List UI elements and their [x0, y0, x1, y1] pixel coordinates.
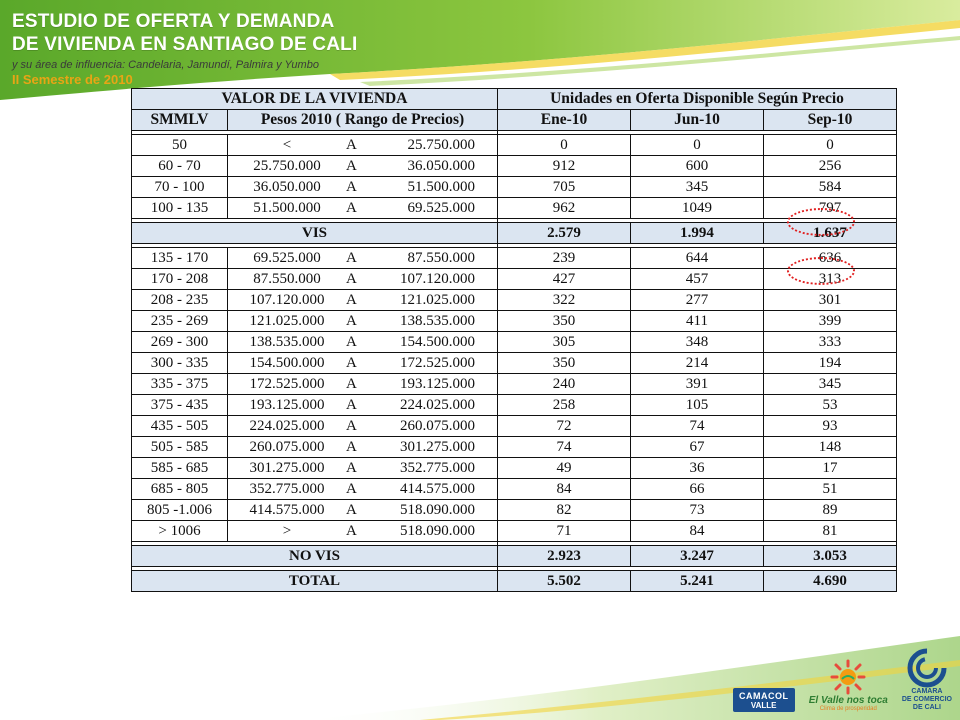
price-to: 518.090.000	[400, 501, 475, 518]
price-range	[228, 332, 497, 352]
price-range	[228, 437, 497, 457]
price-to: 518.090.000	[400, 522, 475, 539]
footer-logos	[733, 648, 952, 712]
highlight-circle-797	[787, 208, 855, 236]
vis-total-row-label: VIS	[132, 223, 498, 244]
subtitle: y su área de influencia: Candelaria, Jamundí, Palmira y Yumbo	[12, 59, 319, 71]
smmlv-cell: 805 -1.006	[132, 500, 228, 521]
price-to: 51.500.000	[407, 178, 475, 195]
price-a: A	[346, 178, 357, 195]
sep-cell: 301	[764, 290, 897, 311]
jun-cell: 67	[631, 437, 764, 458]
price-range-cell	[228, 374, 498, 395]
jun-cell: 36	[631, 458, 764, 479]
ene-cell: 350	[498, 311, 631, 332]
smmlv-cell: 100 - 135	[132, 198, 228, 219]
table-row	[132, 156, 897, 177]
price-range	[228, 416, 497, 436]
price-range	[228, 500, 497, 520]
sep-cell: 0	[764, 135, 897, 156]
price-from: 107.120.000	[249, 291, 325, 308]
table-row	[132, 135, 897, 156]
price-range	[228, 269, 497, 289]
smmlv-cell: 235 - 269	[132, 311, 228, 332]
ccc-line-1: CAMARA	[911, 688, 943, 695]
smmlv-cell: 135 - 170	[132, 248, 228, 269]
grand-total-row	[132, 571, 897, 592]
smmlv-cell: 170 - 208	[132, 269, 228, 290]
jun-cell: 66	[631, 479, 764, 500]
ene-cell: 0	[498, 135, 631, 156]
grand-total-row-sep: 4.690	[764, 571, 897, 592]
price-range-cell	[228, 311, 498, 332]
price-to: 260.075.000	[400, 417, 475, 434]
price-a: A	[346, 354, 357, 371]
jun-cell: 411	[631, 311, 764, 332]
price-range-cell	[228, 248, 498, 269]
price-range-cell	[228, 198, 498, 219]
sep-cell: 93	[764, 416, 897, 437]
table-row	[132, 353, 897, 374]
price-range	[228, 156, 497, 176]
sep-cell: 797	[764, 198, 897, 219]
price-from: 25.750.000	[253, 157, 321, 174]
price-a: A	[346, 522, 357, 539]
title-line-2: DE VIVIENDA EN SANTIAGO DE CALI	[12, 34, 358, 55]
price-range-cell	[228, 156, 498, 177]
price-range-cell	[228, 177, 498, 198]
price-range-cell	[228, 479, 498, 500]
camacol-name: CAMACOL	[738, 690, 789, 701]
sep-cell: 194	[764, 353, 897, 374]
ccc-line-2: DE COMERCIO	[901, 696, 952, 703]
table-row	[132, 177, 897, 198]
price-range	[228, 248, 497, 268]
price-from: 301.275.000	[249, 459, 325, 476]
price-range	[228, 521, 497, 541]
price-from: 224.025.000	[249, 417, 325, 434]
ene-cell: 705	[498, 177, 631, 198]
smmlv-cell: 300 - 335	[132, 353, 228, 374]
price-to: 154.500.000	[400, 333, 475, 350]
jun-cell: 73	[631, 500, 764, 521]
jun-cell: 600	[631, 156, 764, 177]
ccc-logo	[902, 648, 952, 712]
novis-total-row-label: NO VIS	[132, 546, 498, 567]
jun-cell: 84	[631, 521, 764, 542]
price-range-cell	[228, 521, 498, 542]
jun-cell: 1049	[631, 198, 764, 219]
header-jun: Jun-10	[631, 110, 764, 131]
price-a: A	[346, 136, 357, 153]
novis-total-row-jun: 3.247	[631, 546, 764, 567]
price-from: 154.500.000	[249, 354, 325, 371]
price-range	[228, 177, 497, 197]
jun-cell: 0	[631, 135, 764, 156]
jun-cell: 345	[631, 177, 764, 198]
table-row	[132, 374, 897, 395]
ene-cell: 240	[498, 374, 631, 395]
price-from: 172.525.000	[249, 375, 325, 392]
vis-total-row-ene: 2.579	[498, 223, 631, 244]
table-row	[132, 500, 897, 521]
price-range-cell	[228, 269, 498, 290]
ene-cell: 305	[498, 332, 631, 353]
price-from: >	[282, 522, 292, 539]
sep-cell: 399	[764, 311, 897, 332]
price-range	[228, 479, 497, 499]
ene-cell: 962	[498, 198, 631, 219]
ene-cell: 71	[498, 521, 631, 542]
header-row-2	[132, 110, 897, 131]
price-to: 172.525.000	[400, 354, 475, 371]
price-to: 352.775.000	[400, 459, 475, 476]
price-range-cell	[228, 353, 498, 374]
ene-cell: 49	[498, 458, 631, 479]
smmlv-cell: > 1006	[132, 521, 228, 542]
camacol-logo	[733, 688, 795, 712]
price-range-cell	[228, 395, 498, 416]
price-a: A	[346, 157, 357, 174]
ccc-emblem-icon	[907, 648, 947, 688]
valle-name: El Valle nos toca	[808, 695, 888, 706]
sep-cell: 148	[764, 437, 897, 458]
table-row	[132, 332, 897, 353]
price-a: A	[346, 396, 357, 413]
price-range-cell	[228, 416, 498, 437]
header-row-1	[132, 89, 897, 110]
jun-cell: 348	[631, 332, 764, 353]
price-range-cell	[228, 135, 498, 156]
grand-total-row-label: TOTAL	[132, 571, 498, 592]
smmlv-cell: 335 - 375	[132, 374, 228, 395]
price-a: A	[346, 199, 357, 216]
table-row	[132, 458, 897, 479]
price-from: 193.125.000	[249, 396, 325, 413]
price-to: 36.050.000	[407, 157, 475, 174]
price-a: A	[346, 270, 357, 287]
price-to: 87.550.000	[407, 249, 475, 266]
header-sep: Sep-10	[764, 110, 897, 131]
price-to: 107.120.000	[400, 270, 475, 287]
sep-cell: 584	[764, 177, 897, 198]
semester-label: II Semestre de 2010	[12, 72, 133, 87]
smmlv-cell: 375 - 435	[132, 395, 228, 416]
header-unidades: Unidades en Oferta Disponible Según Precio	[498, 89, 897, 110]
price-a: A	[346, 480, 357, 497]
table-row	[132, 311, 897, 332]
sep-cell: 89	[764, 500, 897, 521]
camacol-sub: VALLE	[750, 700, 777, 710]
price-from: 36.050.000	[253, 178, 321, 195]
smmlv-cell: 585 - 685	[132, 458, 228, 479]
price-to: 301.275.000	[400, 438, 475, 455]
price-range	[228, 135, 497, 155]
price-a: A	[346, 333, 357, 350]
sep-cell: 51	[764, 479, 897, 500]
price-a: A	[346, 417, 357, 434]
price-from: 352.775.000	[249, 480, 325, 497]
sep-cell: 17	[764, 458, 897, 479]
grand-total-row-jun: 5.241	[631, 571, 764, 592]
price-from: 51.500.000	[253, 199, 321, 216]
jun-cell: 74	[631, 416, 764, 437]
smmlv-cell: 50	[132, 135, 228, 156]
header-pesos: Pesos 2010 ( Rango de Precios)	[228, 110, 498, 131]
sep-cell: 81	[764, 521, 897, 542]
price-to: 121.025.000	[400, 291, 475, 308]
smmlv-cell: 505 - 585	[132, 437, 228, 458]
ene-cell: 427	[498, 269, 631, 290]
sep-cell: 333	[764, 332, 897, 353]
price-range	[228, 458, 497, 478]
price-a: A	[346, 438, 357, 455]
highlight-circle-636	[787, 257, 855, 285]
sun-icon	[830, 659, 866, 695]
table-row	[132, 479, 897, 500]
sep-cell: 345	[764, 374, 897, 395]
ene-cell: 84	[498, 479, 631, 500]
table-row	[132, 521, 897, 542]
price-from: 138.535.000	[249, 333, 325, 350]
price-range-cell	[228, 458, 498, 479]
jun-cell: 457	[631, 269, 764, 290]
price-range	[228, 374, 497, 394]
header-valor: VALOR DE LA VIVIENDA	[132, 89, 498, 110]
price-to: 414.575.000	[400, 480, 475, 497]
ene-cell: 239	[498, 248, 631, 269]
novis-total-row-ene: 2.923	[498, 546, 631, 567]
vis-total-row-sep: 1.637	[764, 223, 897, 244]
ene-cell: 258	[498, 395, 631, 416]
price-range	[228, 353, 497, 373]
sep-cell: 313	[764, 269, 897, 290]
price-range	[228, 311, 497, 331]
price-from: 121.025.000	[249, 312, 325, 329]
ene-cell: 912	[498, 156, 631, 177]
smmlv-cell: 685 - 805	[132, 479, 228, 500]
sep-cell: 256	[764, 156, 897, 177]
valle-logo	[809, 659, 888, 712]
smmlv-cell: 60 - 70	[132, 156, 228, 177]
smmlv-cell: 208 - 235	[132, 290, 228, 311]
ccc-line-3: DE CALI	[912, 704, 941, 711]
ene-cell: 74	[498, 437, 631, 458]
price-range	[228, 198, 497, 218]
ene-cell: 322	[498, 290, 631, 311]
sep-cell: 636	[764, 248, 897, 269]
price-to: 138.535.000	[400, 312, 475, 329]
table-row	[132, 269, 897, 290]
sep-cell: 53	[764, 395, 897, 416]
price-range-cell	[228, 332, 498, 353]
jun-cell: 391	[631, 374, 764, 395]
price-a: A	[346, 291, 357, 308]
smmlv-cell: 70 - 100	[132, 177, 228, 198]
price-range-cell	[228, 437, 498, 458]
smmlv-cell: 269 - 300	[132, 332, 228, 353]
table-row	[132, 290, 897, 311]
vis-total-row	[132, 223, 897, 244]
novis-total-row	[132, 546, 897, 567]
ene-cell: 82	[498, 500, 631, 521]
table-row	[132, 437, 897, 458]
smmlv-cell: 435 - 505	[132, 416, 228, 437]
jun-cell: 644	[631, 248, 764, 269]
price-a: A	[346, 312, 357, 329]
jun-cell: 214	[631, 353, 764, 374]
price-a: A	[346, 249, 357, 266]
table-row	[132, 198, 897, 219]
price-range-cell	[228, 290, 498, 311]
price-range-cell	[228, 500, 498, 521]
title-block	[12, 10, 357, 88]
title-line-1: ESTUDIO DE OFERTA Y DEMANDA	[12, 11, 335, 32]
table-row	[132, 248, 897, 269]
price-from: 414.575.000	[249, 501, 325, 518]
header-smmlv: SMMLV	[132, 110, 228, 131]
housing-supply-table	[131, 88, 897, 592]
table-row	[132, 416, 897, 437]
price-a: A	[346, 501, 357, 518]
grand-total-row-ene: 5.502	[498, 571, 631, 592]
price-from: 87.550.000	[253, 270, 321, 287]
vis-total-row-jun: 1.994	[631, 223, 764, 244]
price-from: 260.075.000	[249, 438, 325, 455]
price-to: 25.750.000	[407, 136, 475, 153]
valle-sub: Clima de prosperidad	[819, 706, 877, 712]
jun-cell: 277	[631, 290, 764, 311]
price-range	[228, 395, 497, 415]
price-from: 69.525.000	[253, 249, 321, 266]
price-range	[228, 290, 497, 310]
price-from: <	[282, 136, 292, 153]
novis-total-row-sep: 3.053	[764, 546, 897, 567]
price-a: A	[346, 375, 357, 392]
price-to: 193.125.000	[400, 375, 475, 392]
ene-cell: 72	[498, 416, 631, 437]
price-a: A	[346, 459, 357, 476]
ene-cell: 350	[498, 353, 631, 374]
table-row	[132, 395, 897, 416]
header-ene: Ene-10	[498, 110, 631, 131]
price-to: 69.525.000	[407, 199, 475, 216]
jun-cell: 105	[631, 395, 764, 416]
price-to: 224.025.000	[400, 396, 475, 413]
